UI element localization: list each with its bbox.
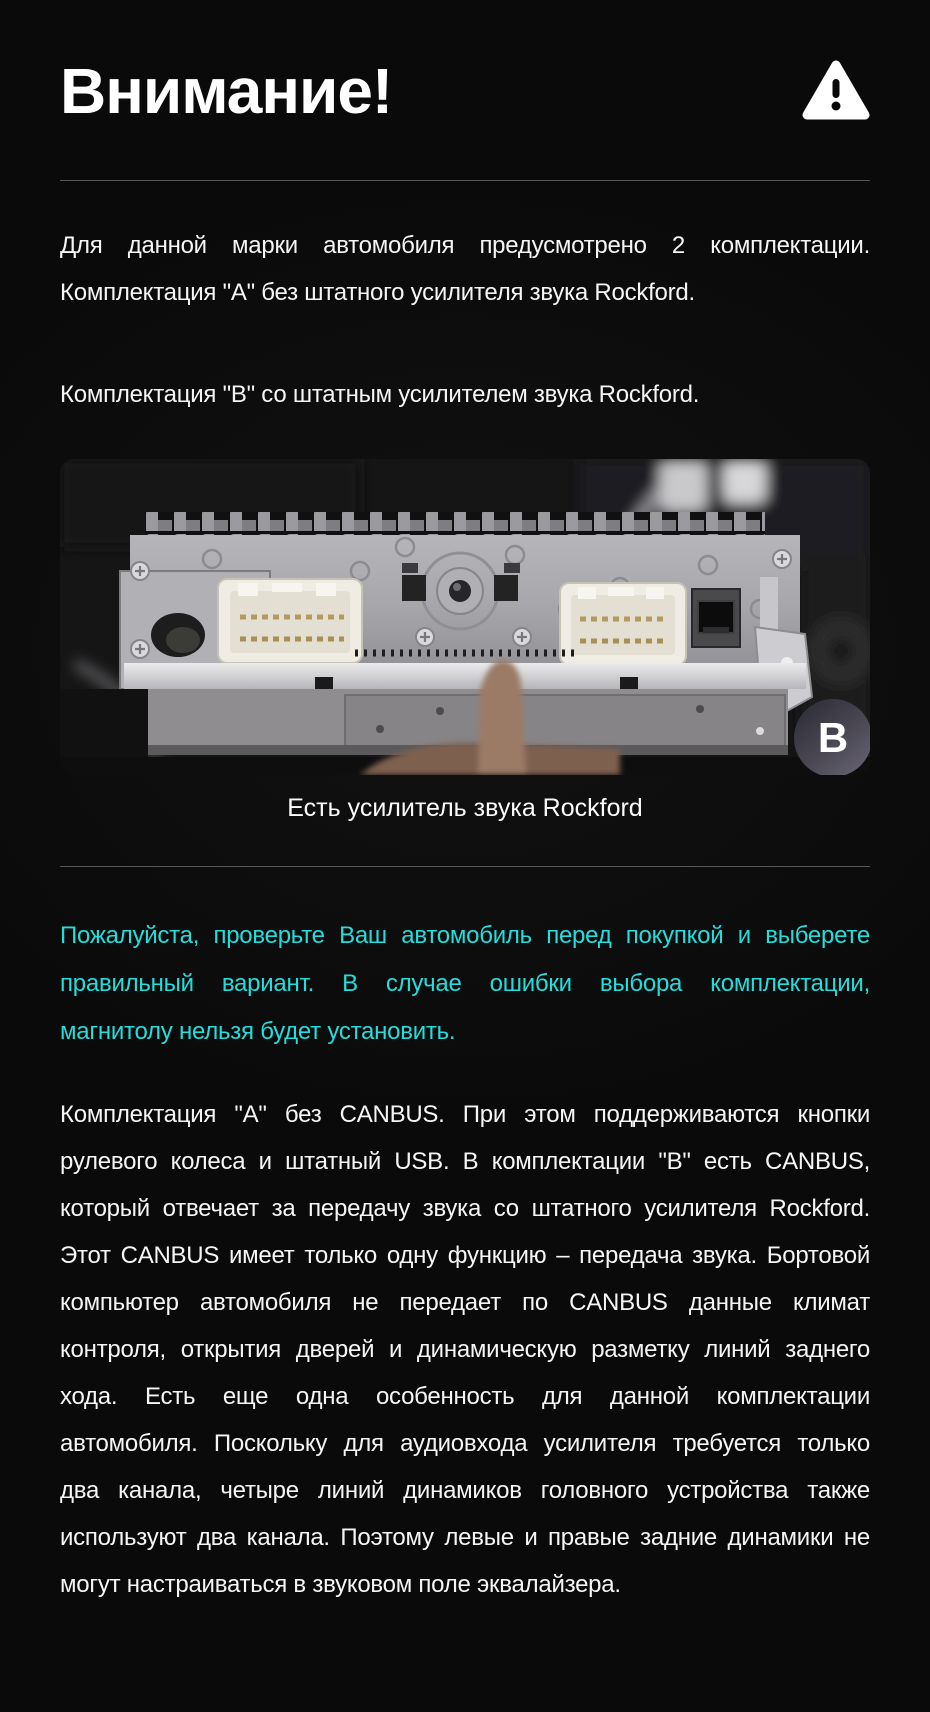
divider-middle	[60, 866, 870, 867]
heatsink-fins	[145, 512, 765, 536]
header	[60, 55, 870, 127]
wire-harness-connector-left	[218, 579, 362, 663]
intro-paragraph-b: Комплектация "B" со штатным усилителем звука Rockford.	[60, 381, 700, 408]
head-unit-chassis	[60, 512, 812, 775]
panel-cutout-left	[402, 575, 426, 601]
bottom-flange	[124, 663, 806, 689]
wire-harness-connector-right	[560, 583, 686, 665]
divider-top	[60, 180, 870, 181]
warning-triangle-icon	[802, 60, 870, 125]
panel-cutout-right	[494, 575, 518, 601]
intro-paragraph-a: Для данной марки автомобиля предусмотрено 2 комплектации. Комплектация "A" без штатного усилителя звука Rockford.	[60, 232, 870, 306]
loose-connector-blur-2	[723, 459, 766, 503]
warning-triangle-svg	[802, 60, 870, 120]
compat-warning-text: Пожалуйста, проверьте Ваш автомобиль перед покупкой и выберете правильный вариант. В случае ошибки выбора комплектации, магнитолу нельзя будет установить.	[60, 922, 870, 1045]
variant-b-badge: B	[794, 699, 870, 775]
usb-port	[692, 589, 740, 647]
head-unit-photo	[60, 459, 870, 775]
loose-connector-blur	[660, 459, 707, 511]
center-hole	[449, 580, 471, 602]
page-title: Внимание!	[60, 55, 393, 127]
details-paragraph: Комплектация "A" без CANBUS. При этом поддерживаются кнопки рулевого колеса и штатный USB. В комплектации "B" есть CANBUS, который отвечает за передачу звука со штатного усилителя Rockford. Этот CANBUS имеет только одну функцию – передача звука. Бортовой компьютер автомобиля не передает по CANBUS данные климат контроля, открытия дверей и динамическую разметку линий заднего хода. Есть еще одна особенность для данной комплектации автомобиля. Поскольку для аудиовхода усилителя требуется только два канала, четыре линий динамиков головного устройства также используют два канала. Поэтому левые и правые задние динамики не могут настраиваться в звуковом поле эквалайзера.	[60, 1101, 870, 1598]
photo-caption: Есть усилитель звука Rockford	[287, 794, 643, 822]
head-unit-photo-illustration	[60, 459, 870, 775]
